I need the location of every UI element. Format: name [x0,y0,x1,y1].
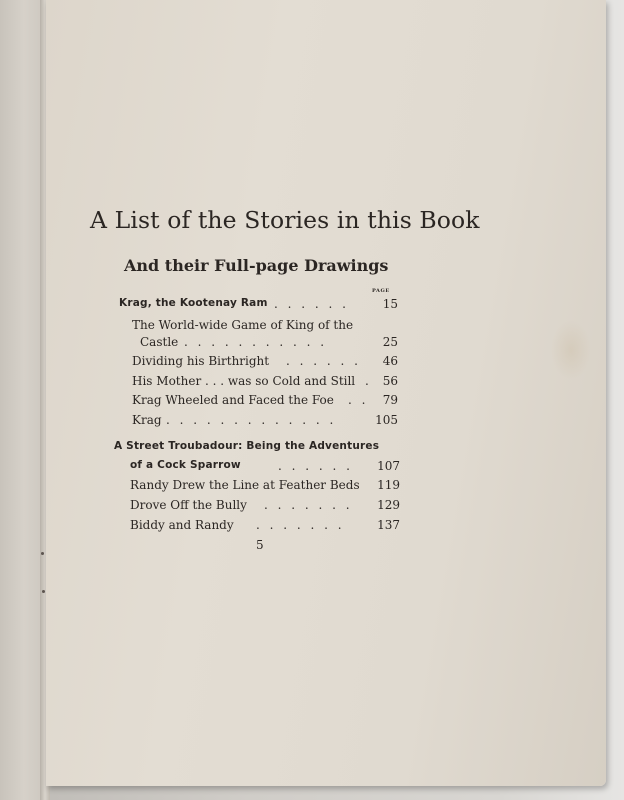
toc-entry [0,413,624,433]
leader-dots: . . . . . . . . . . . . . [166,413,337,427]
leader-dots: . [365,374,372,388]
paper-speck [42,590,45,593]
toc-entry [0,518,624,538]
paper-speck [41,552,44,555]
page-number: 25 [382,335,398,349]
page-number: 119 [377,478,400,492]
drawing-title: Randy Drew the Line at Feather Beds [130,478,360,492]
drawing-title: The World-wide Game of King of the [132,318,354,332]
leader-dots: . . . . . . [286,354,361,368]
toc-entry [0,354,624,374]
toc-entry [0,393,624,413]
story-title: Krag, the Kootenay Ram [119,297,268,309]
leader-dots: . . . . . . [278,459,353,473]
drawing-title: His Mother . . . was so Cold and Still [132,374,356,388]
toc-entry [0,335,624,355]
leader-dots: . . [348,393,369,407]
story-title: A Street Troubadour: Being the Adventures [114,440,380,452]
leader-dots: . . . . . . . [256,518,345,532]
page-number: 56 [382,374,398,388]
contents-heading: A List of the Stories in this Book [90,206,480,234]
toc-entry [0,459,624,479]
leader-dots: . . . . . . . . . . . [184,335,328,349]
page-number: 107 [377,459,400,473]
page-folio: 5 [256,538,264,552]
drawing-title: Krag [132,413,162,427]
story-title: of a Cock Sparrow [130,459,241,471]
toc-entry [0,478,624,498]
drawing-title: Dividing his Birthright [132,354,270,368]
drawing-title: Krag Wheeled and Faced the Foe [132,393,334,407]
page-number: 79 [382,393,398,407]
drawing-title: Drove Off the Bully [130,498,247,512]
leader-dots: . . . . . . [274,297,349,311]
toc-entry [0,440,624,460]
toc-entry [0,498,624,518]
page-number: 15 [382,297,398,311]
page-column-label: PAGE [372,288,390,294]
drawing-title: Castle [140,335,179,349]
leader-dots: . . . . . . . [264,498,353,512]
page-number: 129 [377,498,400,512]
page-number: 105 [375,413,398,427]
page-number: 137 [377,518,400,532]
page-number: 46 [382,354,398,368]
toc-entry [0,297,624,317]
drawing-title: Biddy and Randy [130,518,234,532]
toc-entry [0,374,624,394]
contents-subheading: And their Full-page Drawings [124,256,389,275]
